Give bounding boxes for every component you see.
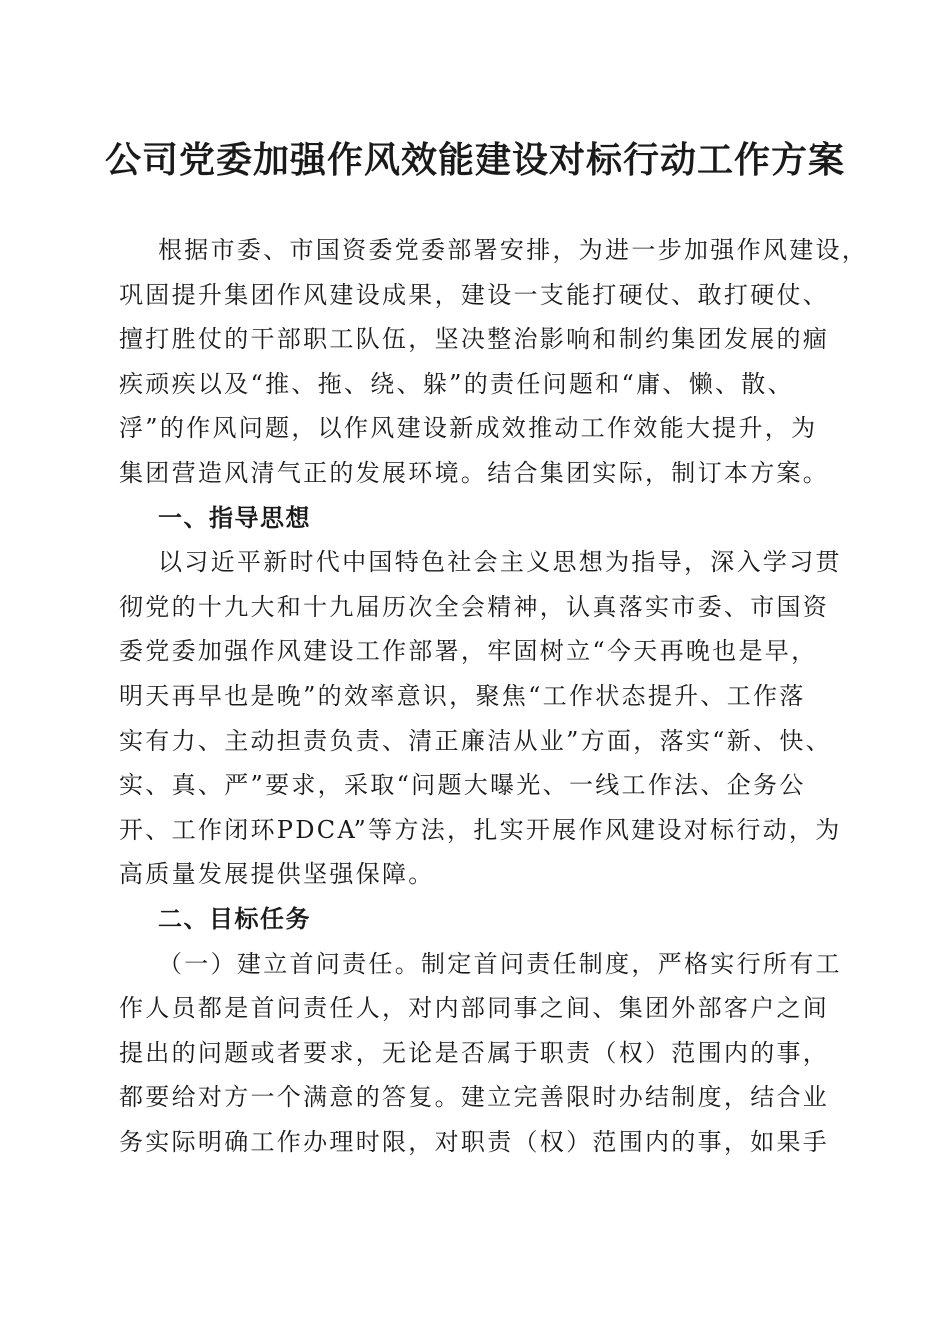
paragraph-line: 根据市委、市国资委党委部署安排，为进一步加强作风建设， bbox=[158, 236, 869, 264]
paragraph-line: 疾顽疾以及“推、拖、绕、躲”的责任问题和“庸、懒、散、 bbox=[119, 369, 794, 398]
paragraph-line: 集团营造风清气正的发展环境。结合集团实际，制订本方案。 bbox=[119, 458, 830, 487]
paragraph-line: 实有力、主动担责负责、清正廉洁从业”方面，落实“新、快、 bbox=[119, 726, 832, 755]
paragraph-line: 彻党的十九大和十九届历次全会精神，认真落实市委、市国资 bbox=[119, 592, 830, 621]
paragraph-line: 擅打胜仗的干部职工队伍，坚决整治影响和制约集团发展的痼 bbox=[119, 325, 830, 354]
paragraph-line: 高质量发展提供坚强保障。 bbox=[119, 860, 435, 889]
paragraph-line: 实、真、严”要求，采取“问题大曝光、一线工作法、企务公 bbox=[119, 771, 806, 800]
paragraph-line: 明天再早也是晚”的效率意识，聚焦“工作状态提升、工作落 bbox=[119, 681, 806, 710]
paragraph-line: 巩固提升集团作风建设成果，建设一支能打硬仗、敢打硬仗、 bbox=[119, 280, 830, 309]
paragraph-line: 浮”的作风问题，以作风建设新成效推动工作效能大提升，为 bbox=[119, 414, 818, 443]
section-heading: 二、目标任务 bbox=[158, 904, 311, 933]
paragraph-line: （一）建立首问责任。制定首问责任制度，严格实行所有工 bbox=[158, 949, 842, 978]
paragraph-line: 务实际明确工作办理时限，对职责（权）范围内的事，如果手 bbox=[119, 1127, 830, 1156]
paragraph-line: 作人员都是首问责任人，对内部同事之间、集团外部客户之间 bbox=[119, 994, 830, 1023]
paragraph-line: 提出的问题或者要求，无论是否属于职责（权）范围内的事， bbox=[119, 1038, 830, 1067]
section-heading: 一、指导思想 bbox=[158, 503, 311, 532]
paragraph-line: 以习近平新时代中国特色社会主义思想为指导，深入学习贯 bbox=[158, 548, 842, 577]
document-title: 公司党委加强作风效能建设对标行动工作方案 bbox=[104, 139, 845, 181]
document-body bbox=[119, 228, 869, 1164]
paragraph-line: 委党委加强作风建设工作部署，牢固树立“今天再晚也是早， bbox=[119, 637, 818, 666]
paragraph-line: 开、工作闭环PDCA”等方法，扎实开展作风建设对标行动，为 bbox=[119, 815, 842, 844]
paragraph-line: 都要给对方一个满意的答复。建立完善限时办结制度，结合业 bbox=[119, 1083, 830, 1112]
